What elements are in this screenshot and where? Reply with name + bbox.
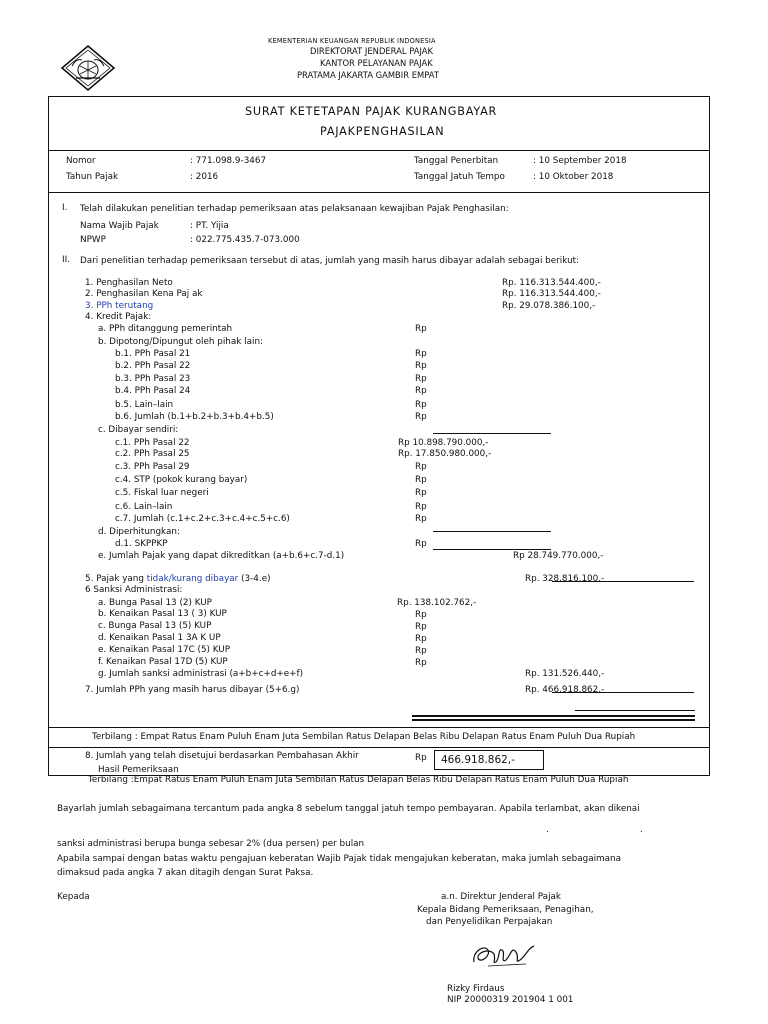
footer-kepada: Kepada xyxy=(57,892,90,902)
row-b2-value: Rp xyxy=(415,361,427,371)
row-dibayar-sendiri: c. Dibayar sendiri: xyxy=(98,425,179,435)
row-pph-ditanggung: a. PPh ditanggung pemerintah xyxy=(98,324,233,334)
divider-title xyxy=(48,150,710,151)
row-c2-value: Rp. 17.850.980.000,- xyxy=(398,449,492,459)
signer-nip: NIP 20000319 201904 1 001 xyxy=(447,995,574,1005)
sum-line-d xyxy=(433,549,551,550)
branch-name: PRATAMA JAKARTA GAMBIR EMPAT xyxy=(297,70,439,80)
row-6e: e. Kenaikan Pasal 17C (5) KUP xyxy=(98,645,231,655)
row-c1-value: Rp 10.898.790.000,- xyxy=(398,438,489,448)
signer-name: Rizky Firdaus xyxy=(447,984,505,994)
row-diperhitungkan: d. Diperhitungkan: xyxy=(98,527,180,537)
row-b1: b.1. PPh Pasal 21 xyxy=(115,349,191,359)
row-6d-value: Rp xyxy=(415,634,427,644)
row-6c-value: Rp xyxy=(415,622,427,632)
tempo-label: Tanggal Jatuh Tempo xyxy=(414,172,505,182)
nomor-label: Nomor xyxy=(66,156,96,166)
row-b5-value: Rp xyxy=(415,400,427,410)
terbilang-disetujui: Terbilang :Empat Ratus Enam Puluh Enam Juta Sembilan Ratus Delapan Belas Ribu Delapan Ratus Enam Puluh Dua Rupiah xyxy=(88,775,629,785)
row-6d: d. Kenaikan Pasal 1 3A K UP xyxy=(98,633,221,643)
row-pajak-kurang-dibayar xyxy=(85,575,271,584)
row-pph-terutang: 3. PPh terutang xyxy=(85,301,154,311)
row-pkp: 2. Penghasilan Kena Paj ak xyxy=(85,289,203,299)
item8-label: 8. Jumlah yang telah disetujui berdasarkan Pembahasan Akhir xyxy=(85,751,359,761)
row-pkp-value: Rp. 116.313.544.400,- xyxy=(502,289,601,299)
item8-label-2: Hasil Pemeriksaan xyxy=(98,765,179,775)
row-c7-value: Rp xyxy=(415,514,427,524)
row-7-total: 7. Jumlah PPh yang masih harus dibayar (5+6.g) xyxy=(85,685,300,695)
row-b6-value: Rp xyxy=(415,412,427,422)
npwp-value: : 022.775.435.7-073.000 xyxy=(190,235,300,245)
sum-line-c xyxy=(433,531,551,532)
tempo-value: : 10 Oktober 2018 xyxy=(533,172,614,182)
row-c5-value: Rp xyxy=(415,488,427,498)
row-c6-value: Rp xyxy=(415,502,427,512)
row-6c: c. Bunga Pasal 13 (5) KUP xyxy=(98,621,212,631)
doc-subtitle: PAJAKPENGHASILAN xyxy=(320,125,445,138)
row-b4-value: Rp xyxy=(415,386,427,396)
divider-info xyxy=(48,192,710,193)
npwp-label: NPWP xyxy=(80,235,106,245)
row5-label-a: 5. Pajak yang xyxy=(85,574,147,584)
section2-text: Dari penelitian terhadap pemeriksaan tersebut di atas, jumlah yang masih harus dibayar adalah sebagai berikut: xyxy=(80,256,580,266)
item8-value: 466.918.862,- xyxy=(441,754,515,766)
row5-label-c: (3-4.e) xyxy=(238,574,271,584)
row-b2: b.2. PPh Pasal 22 xyxy=(115,361,191,371)
row-d1: d.1. SKPPKP xyxy=(115,539,168,549)
row-6a: a. Bunga Pasal 13 (2) KUP xyxy=(98,598,212,608)
footer-objection-text-2: dimaksud pada angka 7 akan ditagih dengan Surat Paksa. xyxy=(57,868,314,878)
row-6b: b. Kenaikan Pasal 13 ( 3) KUP xyxy=(98,609,227,619)
row-c4: c.4. STP (pokok kurang bayar) xyxy=(115,475,248,485)
sum-line-b xyxy=(433,433,551,434)
row-pph-terutang-value: Rp. 29.078.386.100,- xyxy=(502,301,596,311)
row-b3-value: Rp xyxy=(415,374,427,384)
wp-label: Nama Wajib Pajak xyxy=(80,221,159,231)
row-pph-ditanggung-value: Rp xyxy=(415,324,427,334)
row-e-jumlah-value: Rp 28.749.770.000,- xyxy=(513,551,604,561)
terbit-label: Tanggal Penerbitan xyxy=(414,156,499,166)
doc-title: SURAT KETETAPAN PAJAK KURANGBAYAR xyxy=(245,105,498,118)
footer-dot-2: . xyxy=(640,825,643,835)
row-penghasilan-neto: 1. Penghasilan Neto xyxy=(85,278,173,288)
row-c2: c.2. PPh Pasal 25 xyxy=(115,449,190,459)
row-c4-value: Rp xyxy=(415,475,427,485)
sum-line-5 xyxy=(552,581,694,582)
directorate-name: DIREKTORAT JENDERAL PAJAK xyxy=(310,46,434,56)
footer-sanction-text: sanksi administrasi berupa bunga sebesar 2% (dua persen) per bulan xyxy=(57,839,365,849)
nomor-value: : 771.098.9-3467 xyxy=(190,156,267,166)
tahun-label: Tahun Pajak xyxy=(66,172,119,182)
row-6g: g. Jumlah sanksi administrasi (a+b+c+d+e+f) xyxy=(98,669,304,679)
section2-numeral: II. xyxy=(62,255,70,265)
row-c1: c.1. PPh Pasal 22 xyxy=(115,438,190,448)
row-c3-value: Rp xyxy=(415,462,427,472)
row-b1-value: Rp xyxy=(415,349,427,359)
wp-value: : PT. Yijia xyxy=(190,221,229,231)
row-c3: c.3. PPh Pasal 29 xyxy=(115,462,190,472)
row-6g-value: Rp. 131.526.440,- xyxy=(525,669,605,679)
item8-rp: Rp xyxy=(415,753,427,763)
row-6a-value: Rp. 138.102.762,- xyxy=(397,598,477,608)
terbit-value: : 10 September 2018 xyxy=(533,156,627,166)
row-6f-value: Rp xyxy=(415,658,427,668)
divider-terbilang xyxy=(48,747,710,748)
row-sanksi: 6 Sanksi Administrasi: xyxy=(85,585,183,595)
row-b4: b.4. PPh Pasal 24 xyxy=(115,386,191,396)
row-e-jumlah: e. Jumlah Pajak yang dapat dikreditkan (a+b.6+c.7-d.1) xyxy=(98,551,345,561)
row-6e-value: Rp xyxy=(415,646,427,656)
row-b3: b.3. PPh Pasal 23 xyxy=(115,374,191,384)
row-penghasilan-neto-value: Rp. 116.313.544.400,- xyxy=(502,278,601,288)
row-kredit-pajak: 4. Kredit Pajak: xyxy=(85,312,152,322)
footer-objection-text: Apabila sampai dengan batas waktu pengajuan keberatan Wajib Pajak tidak mengajukan keberatan, maka jumlah sebagaimana xyxy=(57,854,621,864)
row-6f: f. Kenaikan Pasal 17D (5) KUP xyxy=(98,657,228,667)
sign-an: a.n. Direktur Jenderal Pajak xyxy=(441,892,561,902)
signature xyxy=(468,934,538,974)
row-b5: b.5. Lain–lain xyxy=(115,400,174,410)
sum-line-7b xyxy=(575,710,695,711)
divider-table xyxy=(48,727,710,728)
sum-line-7 xyxy=(552,692,694,693)
row-c6: c.6. Lain–lain xyxy=(115,502,173,512)
row-d1-value: Rp xyxy=(415,539,427,549)
office-name: KANTOR PELAYANAN PAJAK xyxy=(320,58,433,68)
footer-payment-text: Bayarlah jumlah sebagaimana tercantum pada angka 8 sebelum tanggal jatuh tempo pembayaran. Apabila terlambat, akan dikenai xyxy=(57,804,640,814)
tahun-value: : 2016 xyxy=(190,172,219,182)
row-7-total-value: Rp. 466.918.862,- xyxy=(525,685,605,695)
section1-numeral: I. xyxy=(62,203,68,213)
ministry-logo xyxy=(58,44,118,92)
double-line-1 xyxy=(412,715,695,717)
double-line-2 xyxy=(412,719,695,721)
footer-dot-1: . xyxy=(546,825,549,835)
row-c5: c.5. Fiskal luar negeri xyxy=(115,488,209,498)
row-dipotong: b. Dipotong/Dipungut oleh pihak lain: xyxy=(98,337,263,347)
terbilang-total: Terbilang : Empat Ratus Enam Puluh Enam Juta Sembilan Ratus Delapan Belas Ribu Delapan Ratus Enam Puluh Dua Rupiah xyxy=(92,732,636,742)
sign-title-2: dan Penyelidikan Perpajakan xyxy=(426,917,553,927)
row-6b-value: Rp xyxy=(415,610,427,620)
row-c7: c.7. Jumlah (c.1+c.2+c.3+c.4+c.5+c.6) xyxy=(115,514,290,524)
row-b6: b.6. Jumlah (b.1+b.2+b.3+b.4+b.5) xyxy=(115,412,274,422)
ministry-name: KEMENTERIAN KEUANGAN REPUBLIK INDONESIA xyxy=(268,37,436,45)
sign-title: Kepala Bidang Pemeriksaan, Penagihan, xyxy=(417,905,594,915)
row-pajak-kurang-dibayar-value: Rp. 328.816.100,- xyxy=(525,574,605,584)
row5-label-b: tidak/kurang dibayar xyxy=(146,574,239,584)
section1-text: Telah dilakukan penelitian terhadap pemeriksaan atas pelaksanaan kewajiban Pajak Penghasilan: xyxy=(80,204,509,214)
